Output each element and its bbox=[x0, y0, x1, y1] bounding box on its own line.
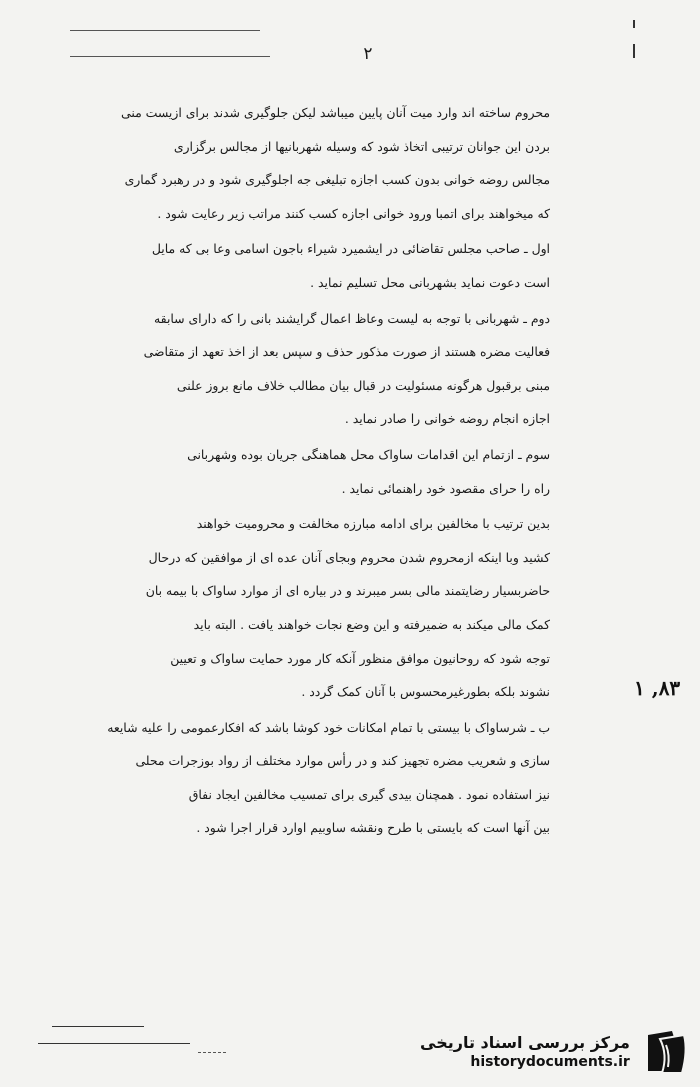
document-line: حاضربسیار رضایتمند مالی بسر میبرند و در بیاره ای از موارد ساواک با بیمه بان bbox=[145, 583, 550, 599]
margin-tick bbox=[633, 20, 635, 28]
document-line: است دعوت نماید بشهربانی محل تسلیم نماید . bbox=[310, 274, 550, 290]
document-line: که میخواهند برای اتمبا ورود خوانی اجازه کسب کنند مراتب زیر رعایت شود . bbox=[157, 205, 550, 221]
document-line: فعالیت مضره هستند از صورت مذکور حذف و سپس بعد از اخذ تعهد از متقاضی bbox=[143, 344, 550, 360]
watermark-text bbox=[420, 1033, 630, 1070]
signature-dots bbox=[198, 1052, 226, 1053]
document-line: بین آنها است که بایستی با طرح ونقشه ساوبیم اوارد قرار اجرا شود . bbox=[196, 820, 550, 836]
signature-line bbox=[38, 1043, 190, 1044]
archive-watermark bbox=[420, 1022, 695, 1080]
document-body bbox=[70, 96, 550, 845]
document-line: محروم ساخته اند وارد میت آنان پایین میباشد لیکن جلوگیری شدند برای ازیست منی bbox=[121, 105, 550, 120]
document-line: بردن این جوانان ترتیبی اتخاذ شود که وسیله شهربانیها از مجالس برگزاری bbox=[173, 138, 550, 154]
document-line: کمک مالی میکند به ضمیرفته و این وضع نجات خواهند یافت . البته باید bbox=[193, 616, 550, 632]
document-line: راه را حرای مقصود خود راهنمائی نماید . bbox=[341, 480, 550, 496]
book-logo-icon bbox=[638, 1025, 690, 1077]
document-line: مجالس روضه خوانی بدون کسب اجازه تبلیغی جه اجلوگیری شود و در رهبرد گماری bbox=[124, 172, 550, 188]
signature-line bbox=[52, 1026, 144, 1027]
document-line: بدین ترتیب با مخالفین برای ادامه مبارزه مخالفت و محرومیت خواهند bbox=[196, 516, 550, 532]
margin-note: ٨٣, ١ bbox=[634, 676, 681, 700]
document-line: سوم ـ ازتمام این اقدامات ساواک محل هماهنگی جریان بوده وشهربانی bbox=[187, 446, 550, 462]
document-line: توجه شود که روحانیون موافق منظور آنکه کار مورد حمایت ساواک و تعیین bbox=[170, 650, 550, 666]
document-line: اول ـ صاحب مجلس تقاضائی در ایشمیرد شیراء باجون اسامی وعا بی که مایل bbox=[151, 241, 550, 257]
document-line: سازی و شعریب مضره تجهیز کند و در رأس موارد مختلف از رواد بوزجرات محلی bbox=[135, 753, 550, 769]
header-rule bbox=[70, 30, 260, 31]
document-line: نیز استفاده نمود . همچنان بیدی گیری برای تمسیب مخالفین ایجاد نفاق bbox=[188, 786, 550, 802]
document-line: دوم ـ شهربانی با توجه به لیست وعاظ اعمال گرایشند بانی را که دارای سابقه bbox=[154, 310, 550, 326]
header-rule bbox=[70, 56, 270, 57]
document-line: ب ـ شرساواک با بیستی با تمام امکانات خود کوشا باشد که افکارعمومی را علیه شایعه bbox=[107, 719, 550, 735]
margin-tick bbox=[633, 44, 635, 58]
document-line: نشوند بلکه بطورغیرمحسوس با آنان کمک گردد . bbox=[301, 684, 550, 700]
document-line: مبنی برقبول هرگونه مسئولیت در قبال بیان مطالب خلاف مانع بروز علنی bbox=[176, 377, 550, 393]
page-number: ٢ bbox=[363, 44, 373, 64]
document-line: اجازه انجام روضه خوانی را صادر نماید . bbox=[344, 411, 550, 427]
document-line: کشید وبا اینکه ازمحروم شدن محروم وبجای آنان عده ای از موافقین که درحال bbox=[148, 549, 550, 565]
watermark-title: مرکز بررسی اسناد تاریخی bbox=[420, 1032, 630, 1052]
watermark-url: historydocuments.ir bbox=[470, 1053, 630, 1070]
